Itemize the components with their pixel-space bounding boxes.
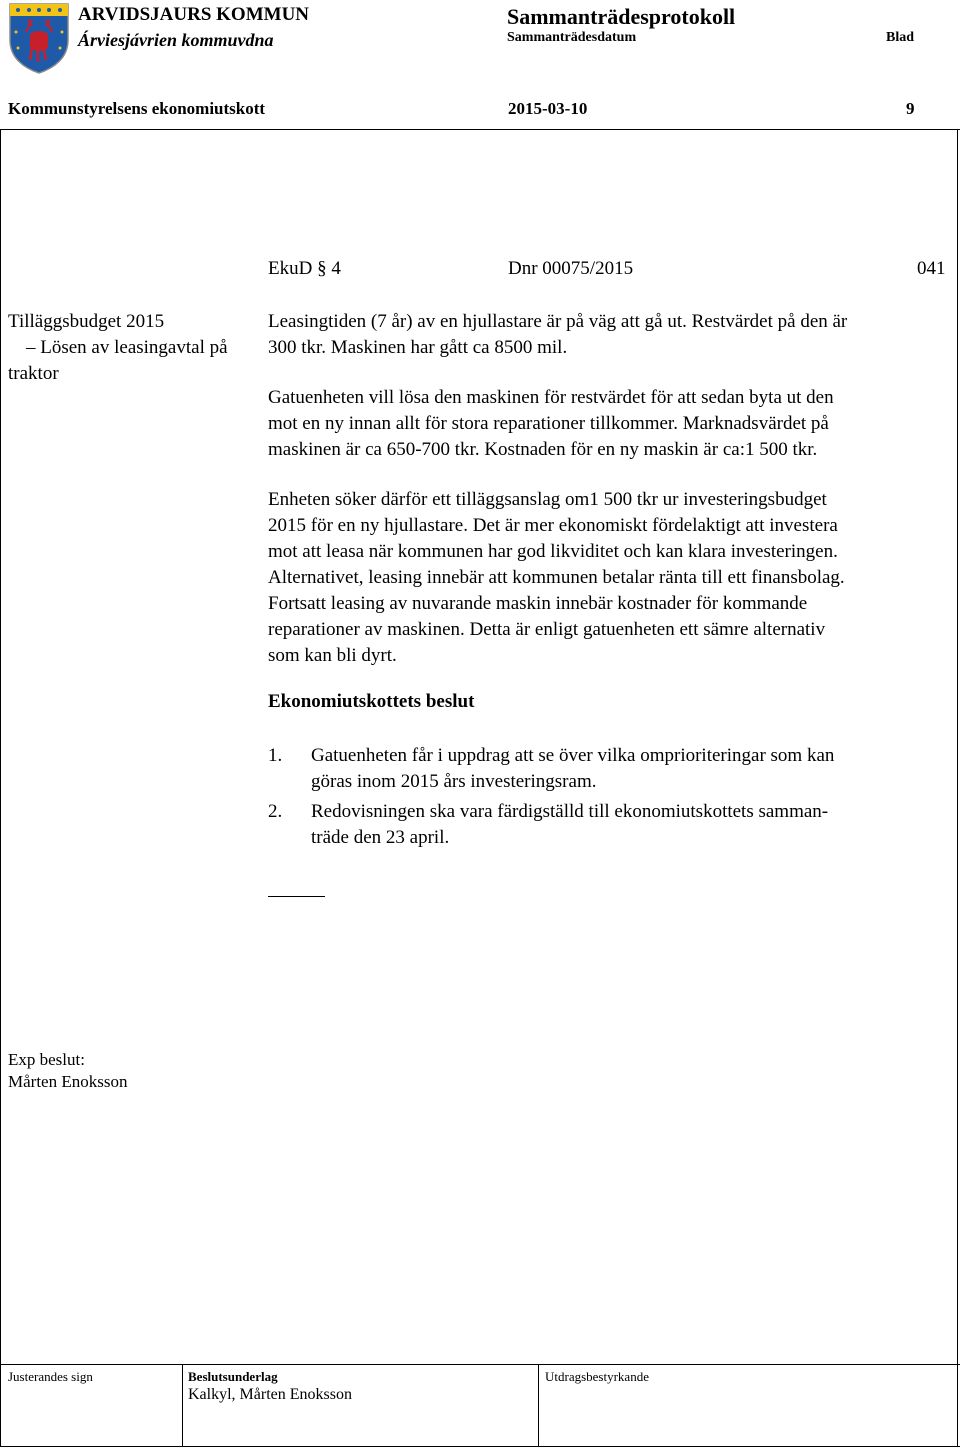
text-line: Gatuenheten vill lösa den maskinen för restvärdet för att sedan byta ut den (268, 387, 834, 408)
footer-extract-label: Utdragsbestyrkande (545, 1369, 649, 1384)
footer-column-divider (182, 1364, 183, 1446)
text-line: reparationer av maskinen. Detta är enligt gatuenheten ett sämre alternativ (268, 619, 826, 640)
text-line: Fortsatt leasing av nuvarande maskin innebär kostnader för kommande (268, 593, 808, 614)
case-section (268, 258, 341, 280)
footer-sign-label: Justerandes sign (8, 1369, 93, 1384)
org-name-sami: Árviesjávrien kommuvdna (78, 30, 274, 50)
case-code: 041 (917, 258, 946, 279)
page-label: Blad (886, 30, 915, 45)
text-line: som kan bli dyrt. (268, 645, 397, 666)
footer-underlag-value: Kalkyl, Mårten Enoksson (188, 1386, 352, 1403)
paragraph-proposal (268, 385, 950, 463)
case-title-line: – Lösen av leasingavtal på (26, 337, 228, 358)
section-sign: § (317, 258, 327, 279)
decision-item (268, 743, 950, 795)
expedition-block (8, 1049, 127, 1093)
footer-underlag-label: Beslutsunderlag (188, 1369, 278, 1384)
text-line: maskinen är ca 650-700 tkr. Kostnaden för en ny maskin är ca:1 500 tkr. (268, 439, 818, 460)
text-line: träde den 23 april. (311, 827, 450, 848)
decision-heading: Ekonomiutskottets beslut (268, 691, 475, 712)
expedition-recipient: Mårten Enoksson (8, 1072, 128, 1091)
text-line: 300 tkr. Maskinen har gått ca 8500 mil. (268, 337, 568, 358)
text-line: Alternativet, leasing innebär att kommunen betalar ränta till ett finansbolag. (268, 567, 845, 588)
text-line: Enheten söker därför ett tilläggsanslag om1 500 tkr ur investeringsbudget (268, 489, 827, 510)
text-line: göras inom 2015 års investeringsram. (311, 771, 597, 792)
decision-item (268, 799, 950, 851)
section-number: 4 (331, 258, 341, 279)
end-divider (268, 896, 325, 897)
meeting-date: 2015-03-10 (508, 99, 588, 118)
case-title (8, 309, 253, 387)
text-line: mot en ny innan allt för stora reparationer tillkommer. Marknadsvärdet på (268, 413, 829, 434)
case-ekud: EkuD (268, 258, 313, 279)
text-line: 2015 för en ny hjullastare. Det är mer ekonomiskt fördelaktigt att investera (268, 515, 838, 536)
text-line: Leasingtiden (7 år) av en hjullastare är på väg att gå ut. Restvärdet på den är (268, 311, 848, 332)
document-type: Sammanträdesprotokoll (507, 4, 736, 29)
decision-number: 1. (268, 745, 283, 766)
expedition-label: Exp beslut: (8, 1050, 85, 1069)
paragraph-request (268, 487, 950, 669)
footer-column-divider (538, 1364, 539, 1446)
footer-divider (0, 1364, 960, 1365)
decision-number: 2. (268, 801, 283, 822)
page-number: 9 (906, 99, 915, 118)
decision-text (311, 799, 828, 851)
paragraph-background (268, 309, 950, 361)
footer-bottom-border (0, 1446, 960, 1447)
case-title-line: traktor (8, 363, 59, 384)
decision-text (311, 743, 834, 795)
date-label: Sammanträdesdatum (507, 30, 637, 45)
case-dnr: Dnr 00075/2015 (508, 258, 634, 279)
committee-name: Kommunstyrelsens ekonomiutskott (8, 99, 266, 118)
municipal-crest-icon (8, 2, 70, 74)
text-line: mot att leasa när kommunen har god likviditet och kan klara investeringen. (268, 541, 838, 562)
text-line: Gatuenheten får i uppdrag att se över vilka omprioriteringar som kan (311, 745, 835, 766)
case-title-line: Tilläggsbudget 2015 (8, 311, 165, 332)
org-name: ARVIDSJAURS KOMMUN (78, 4, 310, 25)
text-line: Redovisningen ska vara färdigställd till ekonomiutskottets samman- (311, 801, 829, 822)
